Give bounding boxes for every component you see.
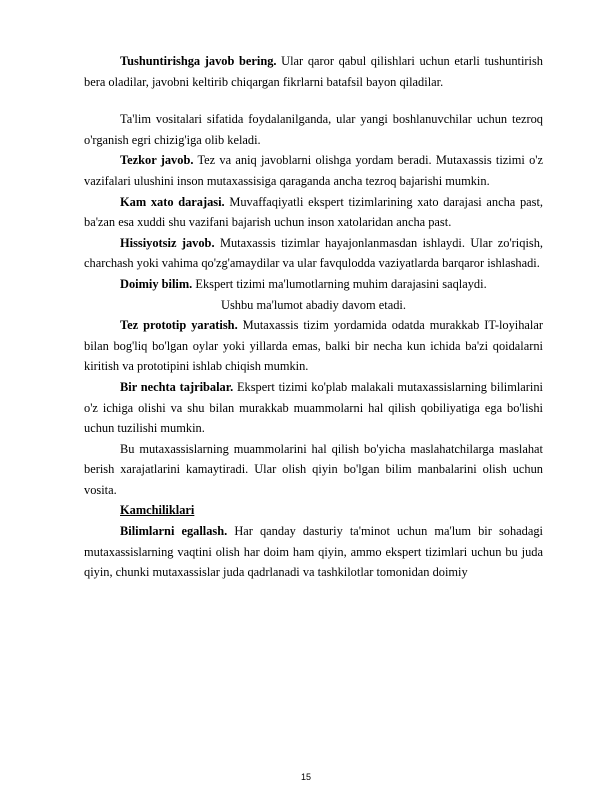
paragraph-lead: Bilimlarni egallash. [120, 524, 228, 539]
paragraph-gap [84, 92, 543, 109]
paragraph-low-error [84, 192, 543, 233]
paragraph-lead: Hissiyotsiz javob. [120, 235, 215, 250]
paragraph-text: Muvaffaqiyatli ekspert tizimlarining xato darajasi ancha past, ba'zan esa xuddi shu vazifani bajarish uchun inson xatolaridan ancha past. [84, 194, 544, 230]
paragraph-text: Mutaxassis tizim yordamida odatda murakkab IT-loyihalar bilan bog'liq bo'lgan oylar yoki yillarda emas, balki bir necha kun ichida ba'zi qoidalarni kiritish va prototipini ishlab chiqish mumkin. [84, 318, 543, 374]
paragraph-permanent-knowledge [84, 274, 543, 295]
document-body [84, 51, 543, 583]
paragraph-lead: Kam xato darajasi. [120, 194, 225, 209]
paragraph-text: Tez va aniq javoblarni olishga yordam beradi. Mutaxassis tizimi o'z vazifalari ulushini inson mutaxassisiga qaraganda ancha tezroq bajarishi mumkin. [84, 153, 543, 188]
section-heading: Kamchiliklari [120, 503, 195, 518]
paragraph-centered-line [84, 295, 543, 316]
paragraph-multiple-experiences [84, 377, 543, 439]
page-number: 15 [300, 772, 311, 782]
paragraph-text: Ular qaror qabul qilishlari uchun etarli tushuntirish bera oladilar, javobni keltirib chiqargan fikrlarni batafsil bayon qiladilar. [84, 54, 543, 89]
paragraph-lead: Tez prototip yaratish. [120, 318, 238, 333]
paragraph-text: Ekspert tizimi ma'lumotlarning muhim darajasini saqlaydi. [192, 276, 487, 291]
paragraph-text: Bu mutaxassislarning muammolarini hal qilish bo'yicha maslahatchilarga maslahat berish xarajatlarini kamaytiradi. Ular olish qiyin bo'lgan bilim manbalarini olish uchun vosita. [84, 441, 543, 497]
paragraph-text: Ekspert tizimi ko'plab malakali mutaxassislarning bilimlarini o'z ichiga olishi va shu bilan murakkab muammolarni hal qilish qobiliyatiga ega bo'lishi uchun tuzilishi mumkin. [84, 379, 543, 436]
paragraph-rapid-prototype [84, 315, 543, 377]
paragraph-text: Mutaxassis tizimlar hayajonlanmasdan ishlaydi. Ular zo'riqish, charchash yoki vahima qo'zg'amaydilar va ular favqulodda vaziyatlarda barqaror ishlashadi. [84, 235, 543, 271]
paragraph-lead: Bir nechta tajribalar. [120, 379, 234, 394]
paragraph-text: Har qanday dasturiy ta'minot uchun ma'lum bir sohadagi mutaxassislarning vaqtini olish har doim ham qiyin, ammo ekspert tizimlari uchun bu juda qiyin, chunki mutaxassislar juda qadrlanadi va tashkilotlar tomonidan doimiy [84, 524, 543, 580]
paragraph-lead: Doimiy bilim. [120, 276, 193, 291]
paragraph-education [84, 109, 543, 150]
paragraph-lead: Tezkor javob. [120, 153, 194, 168]
paragraph-text: Ushbu ma'lumot abadiy davom etadi. [221, 297, 406, 312]
paragraph-cost-reduction [84, 439, 543, 501]
paragraph-explanation [84, 51, 543, 92]
paragraph-lead: Tushuntirishga javob bering. [120, 54, 277, 68]
paragraph-emotionless [84, 233, 543, 274]
paragraph-knowledge-acquisition [84, 521, 543, 583]
paragraph-text: Ta'lim vositalari sifatida foydalanilganda, ular yangi boshlanuvchilar uchun tezroq o'rganish egri chizig'iga olib keladi. [84, 112, 543, 147]
paragraph-fast-response [84, 150, 543, 191]
